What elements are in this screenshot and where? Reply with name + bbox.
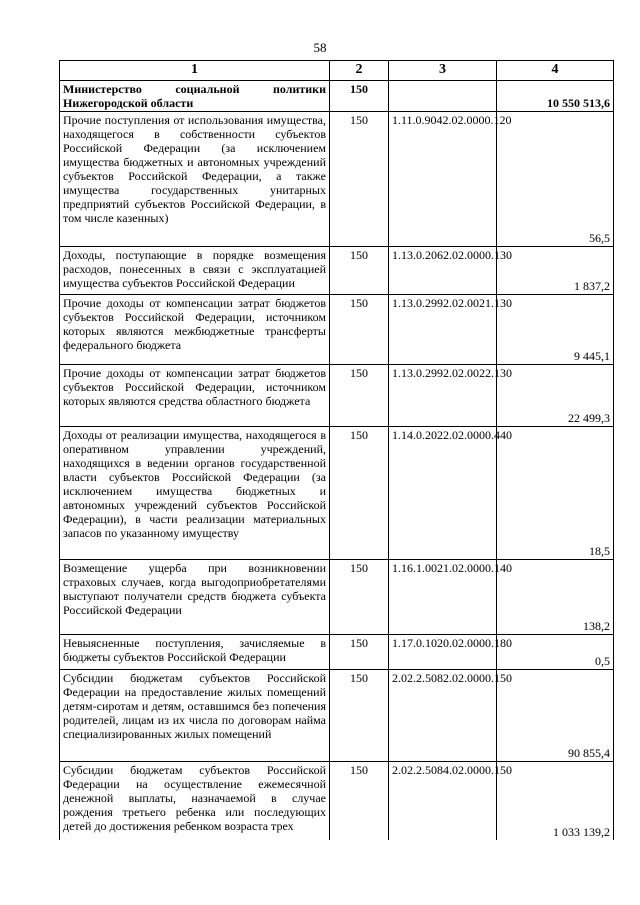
row-code: 150 xyxy=(330,635,389,670)
header-col-2: 2 xyxy=(330,61,389,81)
row-amount: 90 855,4 xyxy=(497,670,614,762)
row-kbk: 2.02.2.5082.02.0000.150 xyxy=(389,670,497,762)
row-kbk: 1.11.0.9042.02.0000.120 xyxy=(389,112,497,247)
row-code: 150 xyxy=(330,295,389,365)
row-kbk: 1.17.0.1020.02.0000.180 xyxy=(389,635,497,670)
row-name: Прочие доходы от компенсации затрат бюджетов субъектов Российской Федерации, источником которых являются межбюджетные трансферты федерального бюджета xyxy=(60,295,330,365)
table-row xyxy=(60,762,614,840)
row-code: 150 xyxy=(330,365,389,427)
row-code: 150 xyxy=(330,112,389,247)
row-name: Министерство социальной политики Нижегородской области xyxy=(60,81,330,112)
row-kbk: 1.16.1.0021.02.0000.140 xyxy=(389,560,497,635)
row-code: 150 xyxy=(330,427,389,560)
row-name: Субсидии бюджетам субъектов Российской Федерации на осуществление ежемесячной денежной выплаты, назначаемой в случае рождения третьего ребенка или последующих детей до достижения ребенком возраста трех xyxy=(60,762,330,840)
row-kbk: 1.13.0.2992.02.0021.130 xyxy=(389,295,497,365)
row-code: 150 xyxy=(330,670,389,762)
row-amount: 9 445,1 xyxy=(497,295,614,365)
row-code: 150 xyxy=(330,81,389,112)
row-amount: 1 033 139,2 xyxy=(497,762,614,840)
table-row xyxy=(60,247,614,295)
table-row xyxy=(60,112,614,247)
row-amount: 22 499,3 xyxy=(497,365,614,427)
row-name: Прочие доходы от компенсации затрат бюджетов субъектов Российской Федерации, источником которых являются средства областного бюджета xyxy=(60,365,330,427)
header-col-3: 3 xyxy=(389,61,497,81)
row-amount: 0,5 xyxy=(497,635,614,670)
row-name: Невыясненные поступления, зачисляемые в бюджеты субъектов Российской Федерации xyxy=(60,635,330,670)
row-code: 150 xyxy=(330,762,389,840)
row-kbk: 1.13.0.2062.02.0000.130 xyxy=(389,247,497,295)
row-name: Возмещение ущерба при возникновении страховых случаев, когда выгодоприобретателями выступают получатели средств бюджета субъекта Российской Федерации xyxy=(60,560,330,635)
header-col-4: 4 xyxy=(497,61,614,81)
table-row xyxy=(60,635,614,670)
row-amount: 18,5 xyxy=(497,427,614,560)
table-header-row xyxy=(60,61,614,81)
page-number: 58 xyxy=(313,40,327,55)
row-code: 150 xyxy=(330,247,389,295)
row-code: 150 xyxy=(330,560,389,635)
header-col-1: 1 xyxy=(60,61,330,81)
row-amount: 138,2 xyxy=(497,560,614,635)
table-row xyxy=(60,427,614,560)
row-name: Субсидии бюджетам субъектов Российской Федерации на предоставление жилых помещений детям-сиротам и детям, оставшимся без попечения родителей, лицам из их числа по договорам найма специализированных жилых помещений xyxy=(60,670,330,762)
table-row xyxy=(60,365,614,427)
row-amount: 56,5 xyxy=(497,112,614,247)
row-kbk: 1.13.0.2992.02.0022.130 xyxy=(389,365,497,427)
row-kbk: 2.02.2.5084.02.0000.150 xyxy=(389,762,497,840)
row-kbk: 1.14.0.2022.02.0000.440 xyxy=(389,427,497,560)
table-row xyxy=(60,560,614,635)
row-name: Прочие поступления от использования имущества, находящегося в собственности субъектов Российской Федерации (за исключением имущества бюджетных и автономных учреждений субъектов Российской Федерации, а также имущества государственных унитарных предприятий субъектов Российской Федерации, в том числе казенных) xyxy=(60,112,330,247)
row-name: Доходы от реализации имущества, находящегося в оперативном управлении учреждений, находящихся в ведении органов государственной власти субъектов Российской Федерации (за исключением имущества бюджетных и автономных учреждений субъектов Российской Федерации), в части реализации материальных запасов по указанному имуществу xyxy=(60,427,330,560)
row-amount: 10 550 513,6 xyxy=(497,81,614,112)
table-row xyxy=(60,81,614,112)
table-row xyxy=(60,295,614,365)
revenue-table xyxy=(59,60,614,840)
row-amount: 1 837,2 xyxy=(497,247,614,295)
row-kbk xyxy=(389,81,497,112)
table-row xyxy=(60,670,614,762)
row-name: Доходы, поступающие в порядке возмещения расходов, понесенных в связи с эксплуатацией имущества субъектов Российской Федерации xyxy=(60,247,330,295)
